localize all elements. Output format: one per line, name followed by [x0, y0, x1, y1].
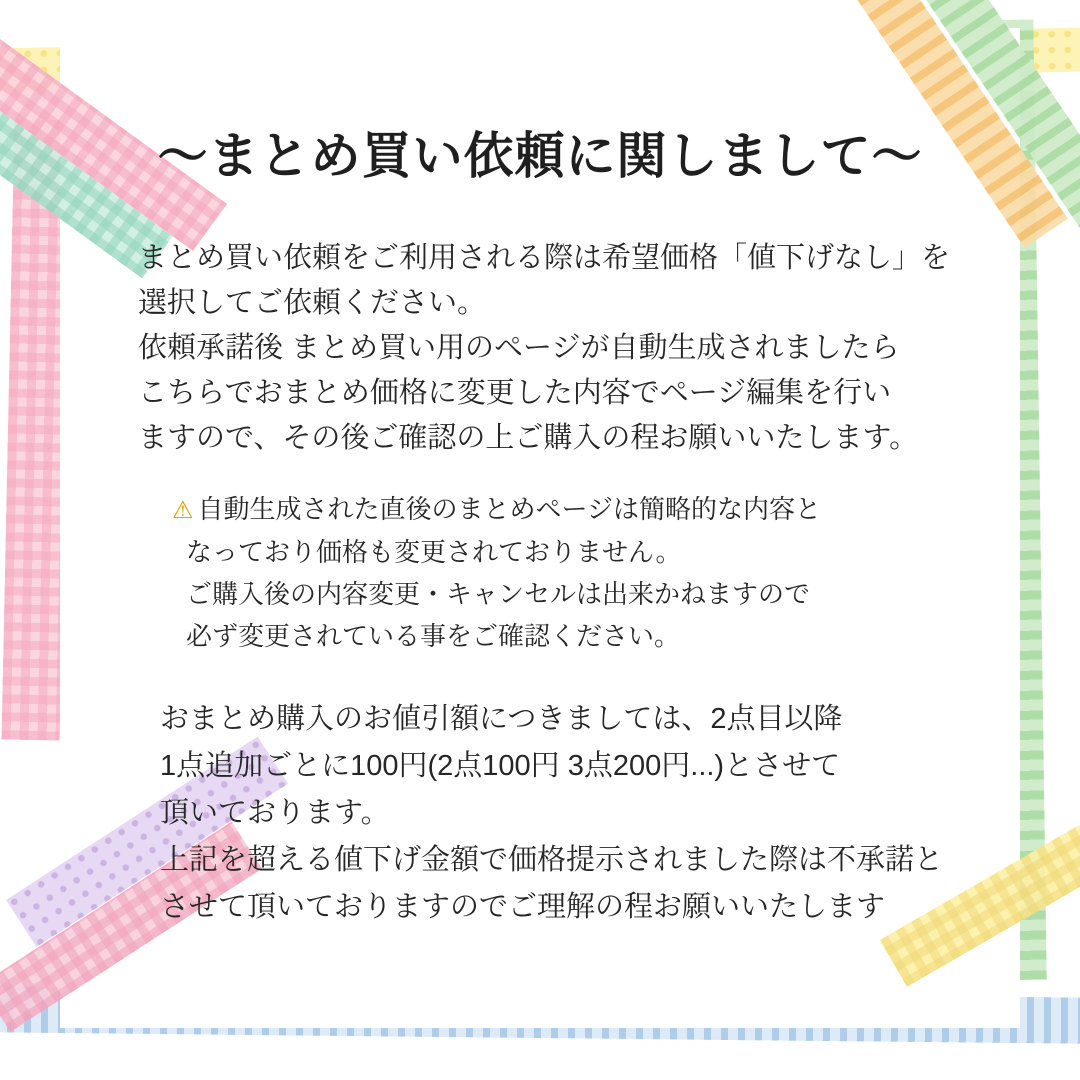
intro-line-3: 依頼承諾後 まとめ買い用のページが自動生成されましたら: [138, 331, 900, 364]
intro-paragraph: [138, 236, 978, 461]
notice-line-4: 必ず変更されている事をご確認ください。: [186, 621, 681, 652]
page-title: 〜まとめ買い依頼に関しまして〜: [157, 128, 923, 184]
pricing-line-5: させて頂いておりますのでご理解の程お願いいたします: [160, 890, 886, 923]
notice-block: [172, 488, 992, 657]
pricing-line-1: おまとめ購入のお値引額につきましては、2点目以降: [160, 703, 843, 735]
intro-line-5: ますので、その後ご確認の上ご購入の程お願いいたします。: [138, 421, 919, 454]
notice-line-3: ご購入後の内容変更・キャンセルは出来かねますので: [186, 578, 811, 609]
notice-line-1: [172, 488, 992, 531]
document-body: [60, 28, 1020, 1028]
intro-line-1: まとめ買い依頼をご利用される際は希望価格「値下げなし」を: [138, 242, 951, 274]
notice-line-1-text: 自動生成された直後のまとめページは簡略的な内容と: [197, 494, 821, 524]
intro-line-2: 選択してご依頼ください。: [138, 286, 487, 319]
pricing-line-4: 上記を超える値下げ金額で価格提示されました際は不承諾と: [160, 843, 944, 876]
pricing-line-2: 1点追加ごとに100円(2点100円 3点200円...)とさせて: [160, 749, 841, 782]
pricing-block: [160, 696, 1000, 931]
warning-icon: ⚠: [172, 497, 194, 524]
pricing-line-3: 頂いております。: [160, 796, 390, 829]
intro-line-4: こちらでおまとめ価格に変更した内容でページ編集を行い: [138, 376, 892, 409]
notice-line-2: なっており価格も変更されておりません。: [186, 536, 682, 567]
